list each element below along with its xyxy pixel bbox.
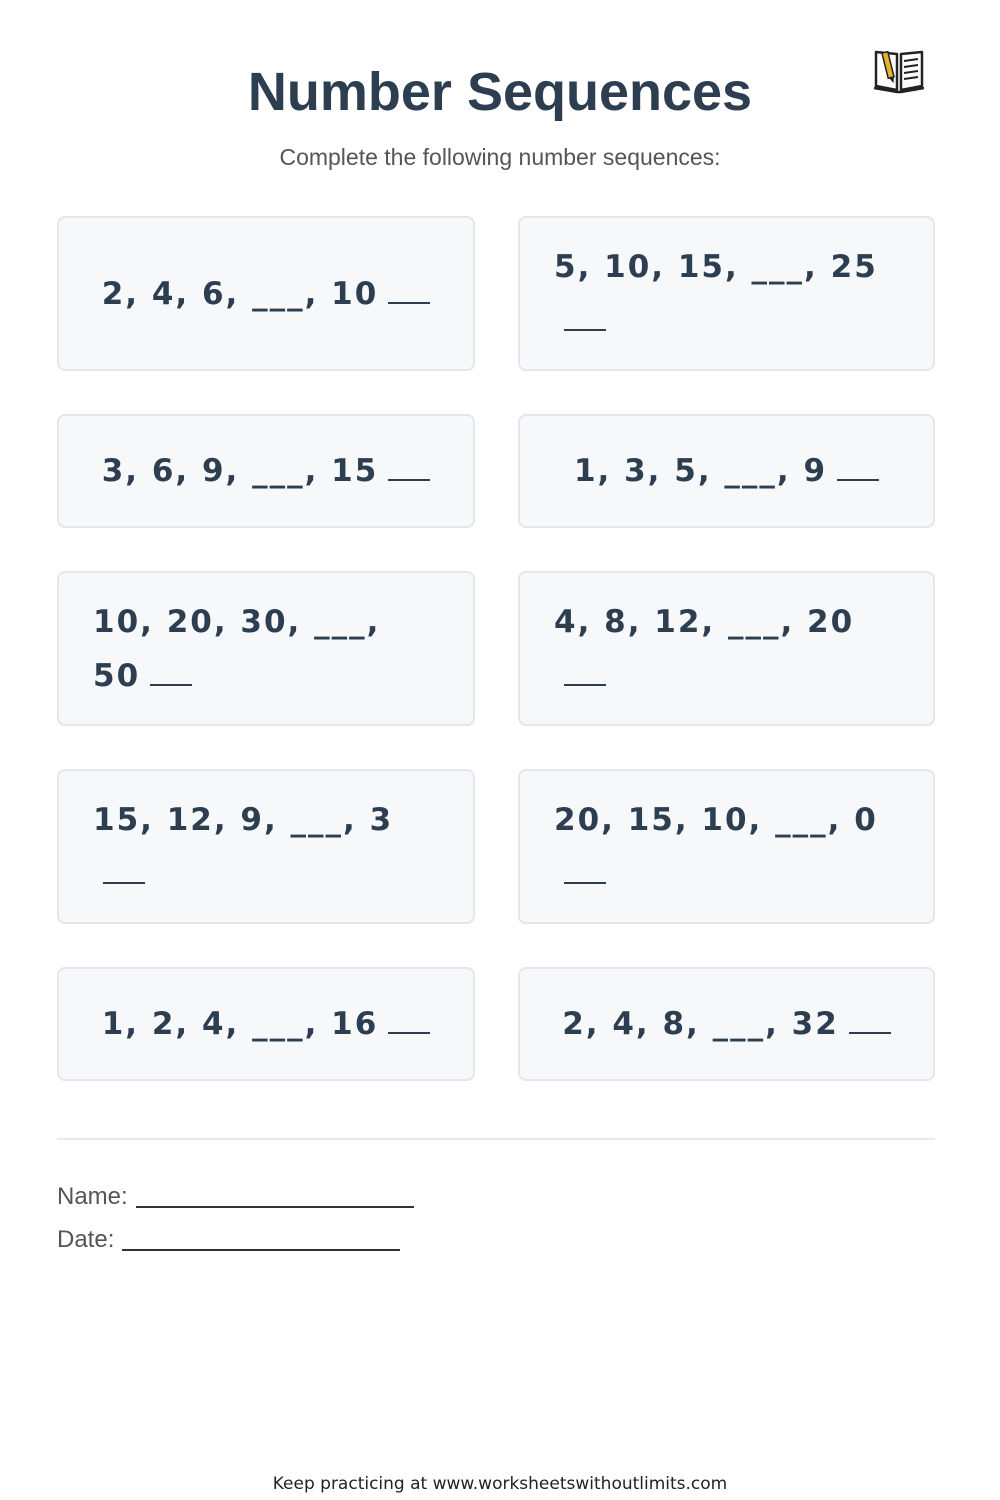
- answer-blank[interactable]: [564, 328, 606, 331]
- date-line[interactable]: [122, 1248, 400, 1251]
- sequence-card-9: [57, 967, 475, 1081]
- date-field: [57, 1225, 400, 1255]
- sequence-grid: [57, 216, 935, 1081]
- sequence-text: 1, 3, 5, ___, 9: [574, 444, 879, 498]
- sequence-text: 2, 4, 8, ___, 32: [562, 997, 891, 1051]
- name-field: [57, 1182, 414, 1212]
- sequence-card-5: [57, 571, 475, 726]
- date-label: Date:: [57, 1226, 115, 1253]
- answer-blank[interactable]: [150, 683, 192, 686]
- sequence-card-3: [57, 414, 475, 528]
- sequence-text: 5, 10, 15, ___, 25: [554, 240, 899, 348]
- name-line[interactable]: [136, 1205, 414, 1208]
- answer-blank[interactable]: [564, 881, 606, 884]
- answer-blank[interactable]: [849, 1031, 891, 1034]
- sequence-text: 2, 4, 6, ___, 10: [102, 267, 431, 321]
- sequence-text: 20, 15, 10, ___, 0: [554, 793, 899, 901]
- sequence-card-2: [518, 216, 935, 371]
- answer-blank[interactable]: [388, 1031, 430, 1034]
- sequence-text: 10, 20, 30, ___, 50: [93, 603, 381, 694]
- answer-blank[interactable]: [388, 478, 430, 481]
- page-title: Number Sequences: [247, 62, 753, 122]
- sequence-text: 3, 6, 9, ___, 15: [102, 444, 431, 498]
- answer-blank[interactable]: [103, 881, 145, 884]
- sequence-card-10: [518, 967, 935, 1081]
- sequence-text: 1, 2, 4, ___, 16: [102, 997, 431, 1051]
- footer-text: Keep practicing at www.worksheetswithoutlimits.com: [272, 1474, 728, 1494]
- book-icon: [872, 44, 926, 94]
- divider: [57, 1138, 935, 1140]
- sequence-card-1: [57, 216, 475, 371]
- instructions: Complete the following number sequences:: [279, 144, 721, 170]
- answer-blank[interactable]: [837, 478, 879, 481]
- name-label: Name:: [57, 1183, 128, 1210]
- sequence-card-8: [518, 769, 935, 924]
- sequence-text: 4, 8, 12, ___, 20: [554, 595, 899, 703]
- sequence-text: 15, 12, 9, ___, 3: [93, 793, 439, 901]
- sequence-card-7: [57, 769, 475, 924]
- sequence-card-4: [518, 414, 935, 528]
- answer-blank[interactable]: [388, 301, 430, 304]
- sequence-card-6: [518, 571, 935, 726]
- answer-blank[interactable]: [564, 683, 606, 686]
